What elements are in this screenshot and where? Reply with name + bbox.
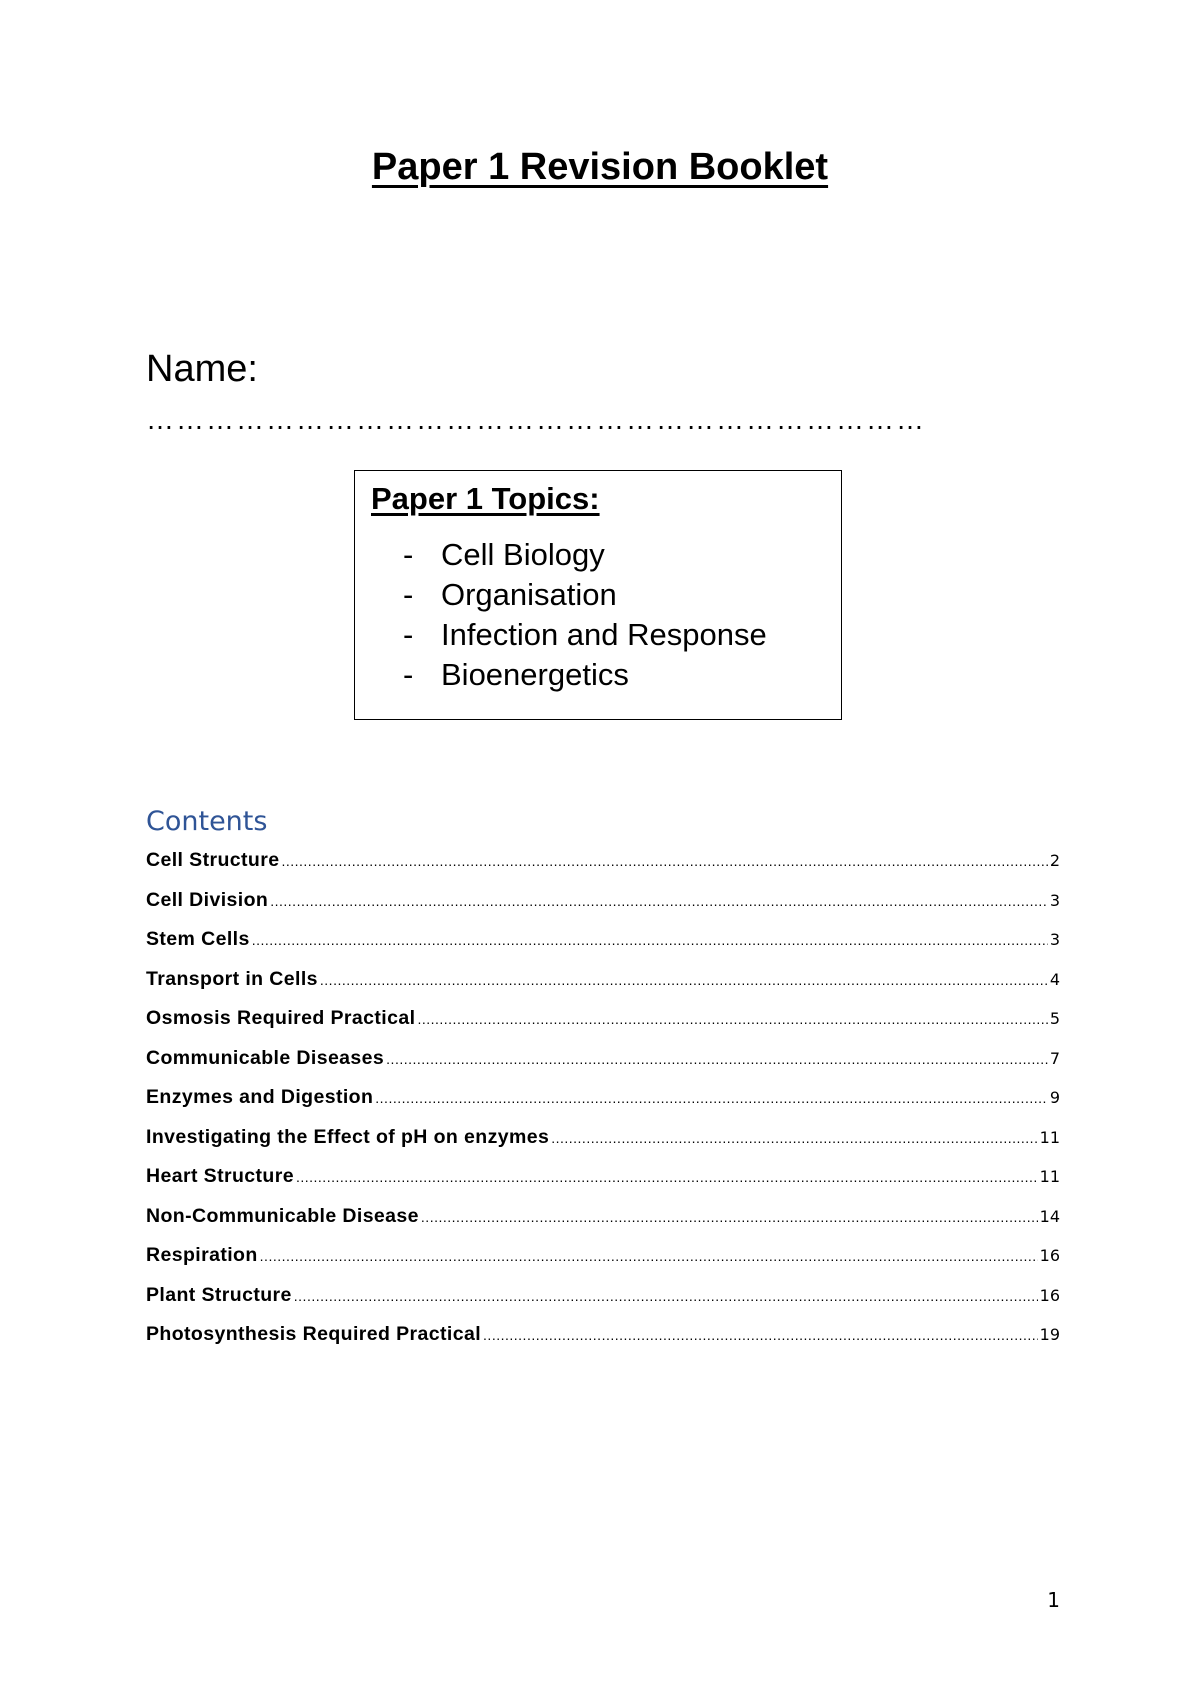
toc-entry-title[interactable]: Non-Communicable Disease	[146, 1204, 419, 1227]
toc-entry[interactable]	[146, 1044, 1060, 1084]
topic-item	[403, 535, 767, 575]
topics-list	[403, 535, 767, 695]
topic-label: Cell Biology	[441, 537, 605, 572]
toc-dot-leader	[483, 1321, 1038, 1349]
toc-dot-leader	[252, 926, 1048, 954]
toc-page-number: 16	[1039, 1285, 1060, 1305]
toc-dot-leader	[294, 1282, 1038, 1310]
toc-entry-title[interactable]: Enzymes and Digestion	[146, 1086, 374, 1108]
toc-entry[interactable]	[146, 1320, 1060, 1360]
toc-entry[interactable]	[146, 1083, 1060, 1123]
toc-entry-title[interactable]: Plant Structure	[146, 1283, 292, 1306]
toc-entry[interactable]	[146, 1162, 1060, 1202]
toc-entry-title[interactable]: Cell Structure	[146, 849, 280, 871]
toc-entry-title[interactable]: Stem Cells	[146, 928, 250, 950]
toc-page-number: 3	[1049, 890, 1060, 910]
name-write-line: ……………………………………………………………………	[146, 404, 926, 435]
toc-dot-leader	[296, 1163, 1038, 1191]
contents-heading: Contents	[146, 806, 268, 837]
toc-page-number: 11	[1039, 1127, 1060, 1147]
toc-dot-leader	[281, 847, 1047, 875]
toc-entry[interactable]	[146, 965, 1060, 1005]
toc-page-number: 2	[1049, 851, 1060, 870]
table-of-contents	[146, 846, 1060, 1360]
toc-page-number: 11	[1039, 1167, 1060, 1186]
toc-dot-leader	[386, 1045, 1048, 1073]
toc-entry-title[interactable]: Cell Division	[146, 888, 269, 911]
toc-entry-title[interactable]: Respiration	[146, 1244, 258, 1266]
toc-page-number: 7	[1049, 1048, 1060, 1068]
topic-label: Bioenergetics	[441, 657, 629, 692]
toc-entry-title[interactable]: Osmosis Required Practical	[146, 1007, 416, 1029]
topic-dash: -	[403, 577, 414, 612]
toc-entry-title[interactable]: Investigating the Effect of pH on enzymes	[146, 1125, 550, 1148]
toc-entry[interactable]	[146, 1281, 1060, 1321]
toc-page-number: 19	[1039, 1325, 1060, 1344]
page-title: Paper 1 Revision Booklet	[371, 146, 829, 188]
topics-heading: Paper 1 Topics:	[371, 481, 600, 516]
toc-dot-leader	[375, 1084, 1048, 1112]
topic-item	[403, 575, 767, 615]
topics-box	[354, 470, 842, 720]
toc-entry[interactable]	[146, 1241, 1060, 1281]
toc-entry[interactable]	[146, 1202, 1060, 1242]
toc-page-number: 4	[1049, 969, 1060, 989]
toc-entry[interactable]	[146, 925, 1060, 965]
toc-page-number: 14	[1039, 1206, 1060, 1226]
toc-page-number: 3	[1049, 930, 1060, 949]
toc-entry[interactable]	[146, 886, 1060, 926]
toc-entry-title[interactable]: Photosynthesis Required Practical	[146, 1323, 482, 1345]
toc-dot-leader	[260, 1242, 1038, 1270]
toc-dot-leader	[270, 887, 1048, 915]
toc-entry[interactable]	[146, 846, 1060, 886]
topic-label: Infection and Response	[441, 617, 767, 652]
topic-item	[403, 655, 767, 695]
toc-entry-title[interactable]: Heart Structure	[146, 1165, 294, 1187]
toc-entry[interactable]	[146, 1123, 1060, 1163]
toc-page-number: 9	[1049, 1088, 1060, 1107]
topic-item	[403, 615, 767, 655]
topic-dash: -	[403, 617, 414, 652]
name-label: Name:	[146, 348, 258, 390]
toc-dot-leader	[417, 1005, 1047, 1033]
toc-page-number: 5	[1049, 1009, 1060, 1028]
topic-label: Organisation	[441, 577, 617, 612]
toc-entry-title[interactable]: Transport in Cells	[146, 967, 318, 990]
topic-dash: -	[403, 657, 414, 692]
topic-dash: -	[403, 537, 414, 572]
toc-entry-title[interactable]: Communicable Diseases	[146, 1046, 385, 1069]
toc-dot-leader	[551, 1124, 1037, 1152]
toc-dot-leader	[320, 966, 1048, 994]
page-number: 1	[1047, 1588, 1060, 1612]
toc-page-number: 16	[1039, 1246, 1060, 1265]
toc-dot-leader	[421, 1203, 1038, 1231]
toc-entry[interactable]	[146, 1004, 1060, 1044]
